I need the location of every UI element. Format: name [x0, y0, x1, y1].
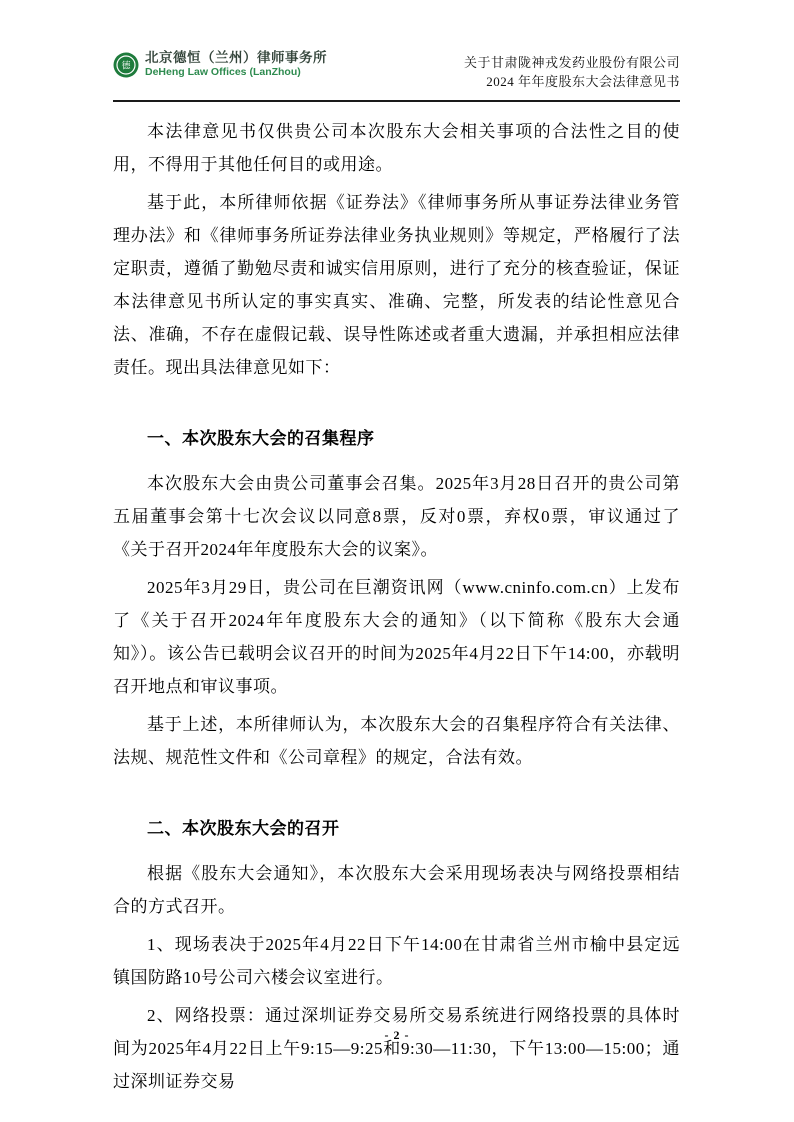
paragraph-meeting-method: 根据《股东大会通知》，本次股东大会采用现场表决与网络投票相结合的方式召开。	[113, 864, 680, 916]
section-heading-1: 一、本次股东大会的召集程序	[147, 429, 375, 448]
firm-name-cn: 北京德恒（兰州）律师事务所	[145, 50, 327, 65]
doc-title-line2: 2024 年年度股东大会法律意见书	[486, 74, 680, 89]
paragraph-notice-publish: 2025年3月29日，贵公司在巨潮资讯网（www.cninfo.com.cn）上发布了《关于召开2024年年度股东大会的通知》（以下简称《股东大会通知》）。该公告已载明会议召开的时间为2025年4月22日下午14:00，亦载明召开地点和审议事项。	[113, 578, 680, 696]
document-body	[113, 115, 680, 1098]
doc-title-line1: 关于甘肃陇神戎发药业股份有限公司	[463, 55, 680, 70]
paragraph-board-resolution: 本次股东大会由贵公司董事会召集。2025年3月28日召开的贵公司第五届董事会第十七次会议以同意8票，反对0票，弃权0票，审议通过了《关于召开2024年年度股东大会的议案》。	[113, 474, 680, 559]
page-number: - 2 -	[384, 1028, 410, 1042]
paragraph-online-vote: 2、网络投票：通过深圳证券交易所交易系统进行网络投票的具体时间为2025年4月22日上午9:15—9:25和9:30—11:30，下午13:00—15:00；通过深圳证券交易	[113, 1006, 680, 1091]
deheng-emblem-icon	[113, 52, 139, 78]
document-header-title	[464, 50, 680, 91]
page-header	[113, 50, 680, 102]
paragraph-legal-basis: 基于此，本所律师依据《证券法》《律师事务所从事证券法律业务管理办法》和《律师事务所证券法律业务执业规则》等规定，严格履行了法定职责，遵循了勤勉尽责和诚实信用原则，进行了充分的核查验证，保证本法律意见书所认定的事实真实、准确、完整，所发表的结论性意见合法、准确，不存在虚假记载、误导性陈述或者重大遗漏，并承担相应法律责任。现出具法律意见如下：	[113, 193, 680, 377]
section-heading-2: 二、本次股东大会的召开	[147, 819, 340, 838]
firm-name-en: DeHeng Law Offices (LanZhou)	[145, 66, 301, 78]
paragraph-intro-use: 本法律意见书仅供贵公司本次股东大会相关事项的合法性之目的使用，不得用于其他任何目的或用途。	[113, 122, 680, 174]
page-content	[113, 50, 680, 1103]
paragraph-onsite-vote: 1、现场表决于2025年4月22日下午14:00在甘肃省兰州市榆中县定远镇国防路10号公司六楼会议室进行。	[113, 935, 680, 987]
paragraph-convene-opinion: 基于上述，本所律师认为，本次股东大会的召集程序符合有关法律、法规、规范性文件和《公司章程》的规定，合法有效。	[113, 715, 680, 767]
law-firm-logo	[113, 50, 327, 79]
emblem-glyph: 德	[121, 60, 131, 71]
logo-text	[145, 50, 327, 79]
